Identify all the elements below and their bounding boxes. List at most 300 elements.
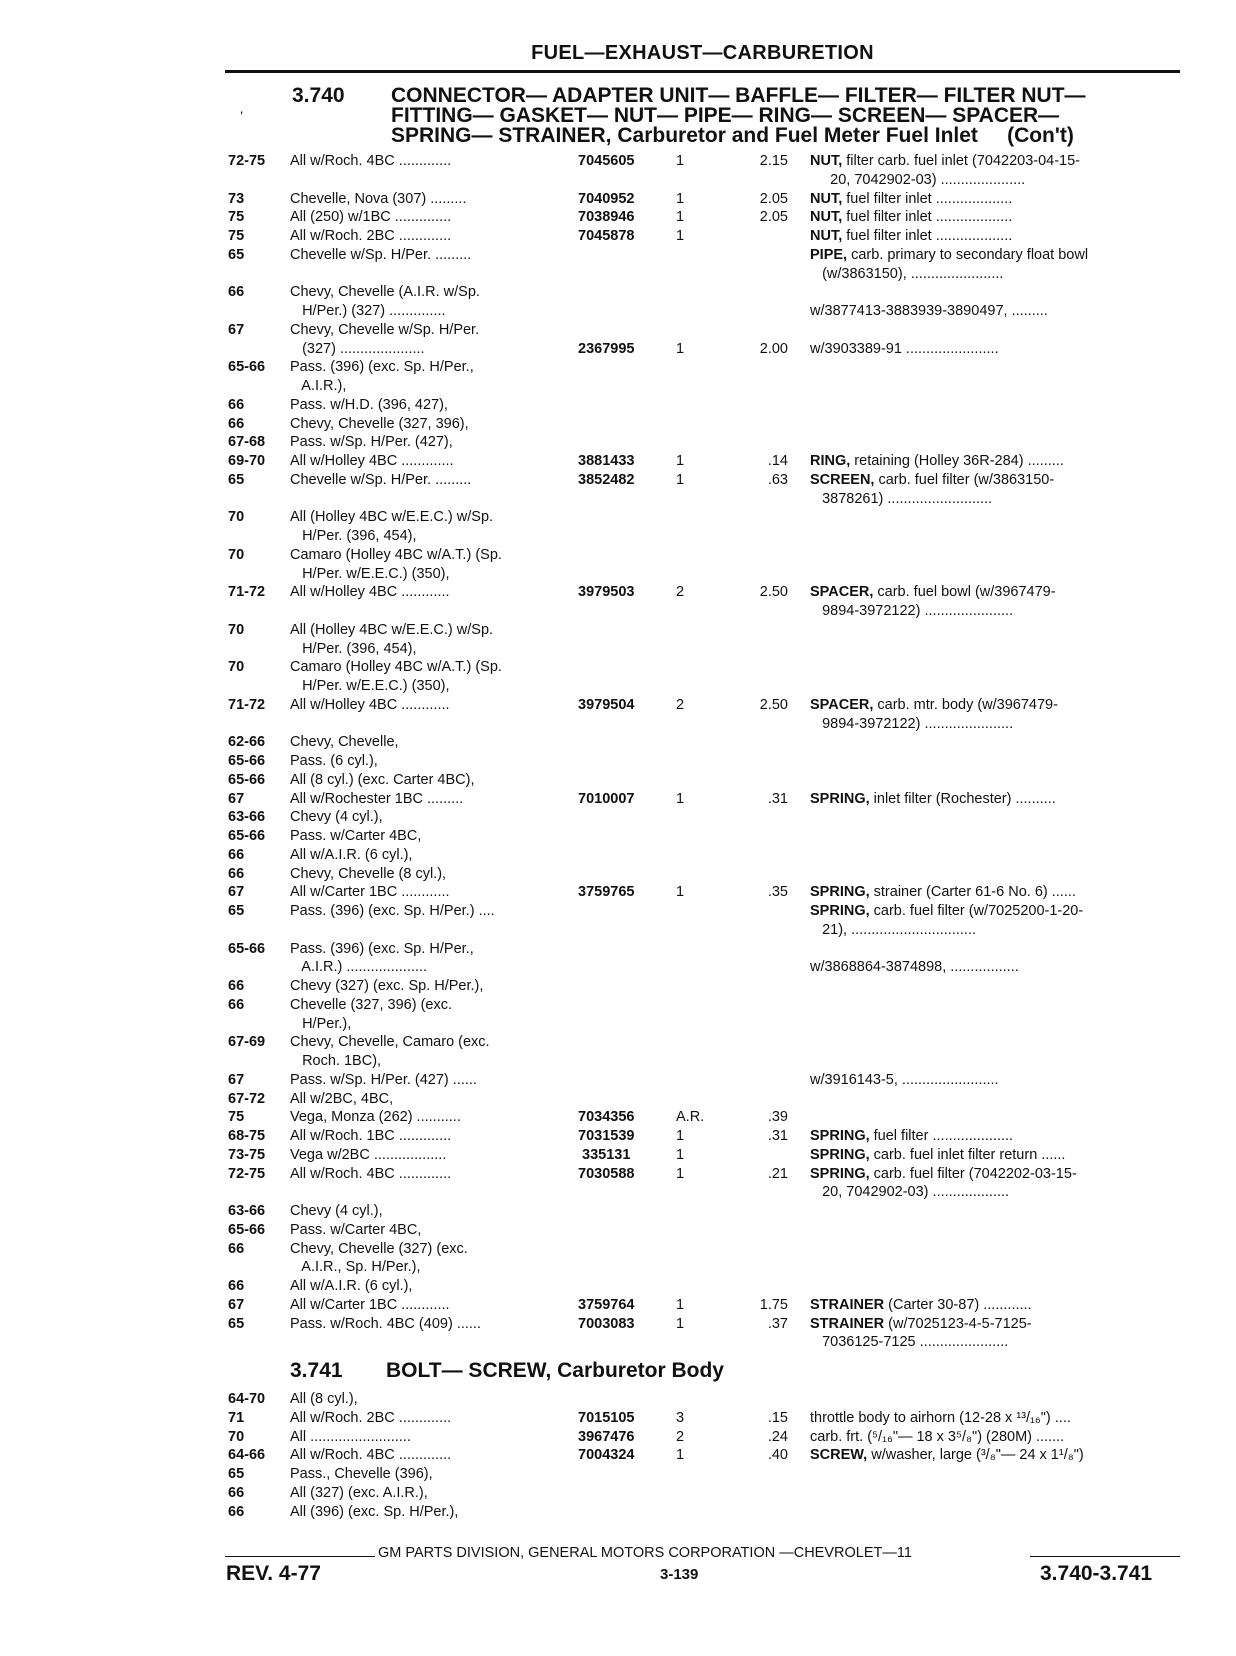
price-cell: 2.50 [759, 696, 788, 713]
part-name: SPRING, [810, 903, 870, 919]
model-year-cell: 75 [228, 209, 245, 226]
application-cell: Roch. 1BC), [290, 1053, 382, 1069]
application-cell: All w/Holley 4BC ............ [290, 696, 450, 713]
header-rule [225, 70, 1180, 73]
application-cell: All (8 cyl.), [290, 1391, 358, 1407]
quantity-cell: 1 [676, 228, 685, 244]
table-row [0, 1258, 1236, 1277]
footer-page-number: 3-139 [660, 1566, 699, 1583]
model-year-cell: 66 [228, 846, 245, 863]
description-cell [810, 1165, 1178, 1184]
table-row [0, 1033, 1236, 1052]
description-cell [810, 1428, 1178, 1447]
model-year-cell: 67 [228, 321, 245, 338]
price-cell: 2.00 [759, 340, 788, 357]
description-cell [810, 958, 1178, 977]
quantity-cell: 1 [676, 453, 685, 469]
table-row [0, 602, 1236, 621]
description-cell [810, 1127, 1178, 1146]
description-cell [810, 171, 1178, 190]
application-cell: All w/A.I.R. (6 cyl.), [290, 1278, 413, 1294]
description-text: (w/3863150), ....................... [810, 265, 1004, 282]
description-text: carb. frt. (⁵/₁₆"— 18 x 3⁵/₈") (280M) ....... [810, 1428, 1065, 1445]
description-cell [810, 152, 1178, 171]
model-year-cell: 66 [228, 1503, 245, 1520]
part-name: NUT, [810, 153, 843, 169]
table-row [0, 1202, 1236, 1221]
quantity-cell: 2 [676, 1428, 685, 1445]
price-cell: .39 [767, 1109, 788, 1126]
quantity-cell: A.R. [676, 1109, 704, 1126]
part-number-cell: 7031539 [578, 1128, 635, 1144]
table-row [0, 1333, 1236, 1352]
description-text: carb. fuel inlet filter return ...... [869, 1146, 1066, 1163]
part-name: SPRING, [810, 1146, 870, 1163]
description-text: w/3916143-5, ........................ [810, 1071, 999, 1088]
part-name: NUT, [810, 190, 843, 207]
model-year-cell: 67-69 [228, 1034, 266, 1051]
quantity-cell: 1 [676, 884, 685, 901]
model-year-cell: 63-66 [228, 809, 266, 826]
application-cell: Chevy, Chevelle w/Sp. H/Per. [290, 321, 480, 338]
part-number-cell: 3979503 [578, 584, 635, 601]
table-row [0, 1052, 1236, 1071]
part-number-cell: 7040952 [578, 190, 635, 207]
part-number-cell: 7045878 [578, 228, 635, 244]
model-year-cell: 65 [228, 471, 245, 488]
price-cell: .31 [767, 1128, 788, 1144]
description-text: carb. fuel filter (7042202-03-15- [869, 1165, 1077, 1182]
description-text: fuel filter inlet ................... [842, 228, 1013, 244]
table-row [0, 1277, 1236, 1296]
table-row [0, 302, 1236, 321]
table-row [0, 752, 1236, 771]
part-name: NUT, [810, 209, 843, 226]
part-name: SPRING, [810, 884, 870, 901]
quantity-cell: 1 [676, 340, 685, 357]
description-text: (Carter 30-87) ............ [884, 1296, 1032, 1313]
part-number-cell: 7038946 [578, 209, 635, 226]
part-number-cell: 7015105 [578, 1409, 635, 1426]
table-row [0, 1183, 1236, 1202]
quantity-cell: 1 [676, 1296, 685, 1313]
part-number-cell: 7034356 [578, 1109, 635, 1126]
footer-rule-right [1030, 1556, 1180, 1557]
model-year-cell: 66 [228, 415, 245, 432]
model-year-cell: 62-66 [228, 734, 266, 751]
application-cell: H/Per.) (327) .............. [290, 303, 446, 319]
model-year-cell: 72-75 [228, 153, 266, 169]
model-year-cell: 72-75 [228, 1165, 266, 1182]
description-cell [810, 490, 1178, 509]
application-cell: All (327) (exc. A.I.R.), [290, 1485, 428, 1501]
application-cell: Pass. w/H.D. (396, 427), [290, 396, 448, 413]
application-cell: Pass. w/Carter 4BC, [290, 828, 422, 844]
quantity-cell: 1 [676, 1315, 685, 1332]
model-year-cell: 66 [228, 396, 245, 413]
description-cell [810, 190, 1178, 209]
quantity-cell: 1 [676, 190, 685, 207]
quantity-cell: 2 [676, 584, 685, 601]
table-row [0, 433, 1236, 452]
model-year-cell: 65 [228, 1466, 245, 1483]
table-row [0, 1221, 1236, 1240]
price-cell: .40 [767, 1447, 788, 1464]
model-year-cell: 66 [228, 1278, 245, 1294]
table-row [0, 621, 1236, 640]
description-cell [810, 583, 1178, 602]
application-cell: Pass. (6 cyl.), [290, 753, 378, 769]
price-cell: 2.05 [759, 209, 788, 226]
price-cell: 2.15 [759, 153, 788, 169]
table-row [0, 1484, 1236, 1503]
application-cell: All (Holley 4BC w/E.E.C.) w/Sp. [290, 621, 494, 638]
description-text: filter carb. fuel inlet (7042203-04-15- [842, 153, 1081, 169]
model-year-cell: 75 [228, 1109, 245, 1126]
application-cell: Chevy, Chevelle (327, 396), [290, 415, 469, 432]
description-cell [810, 265, 1178, 284]
model-year-cell: 67 [228, 884, 245, 901]
table-row [0, 1390, 1236, 1409]
model-year-cell: 68-75 [228, 1128, 266, 1144]
description-cell [810, 602, 1178, 621]
application-cell: All (396) (exc. Sp. H/Per.), [290, 1503, 459, 1520]
quantity-cell: 1 [676, 209, 685, 226]
application-cell: All w/Rochester 1BC ......... [290, 790, 464, 807]
table-row [0, 1446, 1236, 1465]
description-text: fuel filter .................... [869, 1128, 1014, 1144]
part-number-cell: 7010007 [578, 790, 635, 807]
table-row [0, 527, 1236, 546]
table-row [0, 1071, 1236, 1090]
description-text: carb. fuel bowl (w/3967479- [873, 584, 1056, 601]
description-text: 9894-3972122) ...................... [810, 715, 1014, 732]
table-row [0, 921, 1236, 940]
description-text: carb. fuel filter (w/7025200-1-20- [869, 903, 1084, 919]
description-text: w/3868864-3874898, ................. [810, 959, 1019, 976]
table-row [0, 415, 1236, 434]
table-row [0, 190, 1236, 209]
application-cell: H/Per. (396, 454), [290, 640, 417, 657]
application-cell: All (8 cyl.) (exc. Carter 4BC), [290, 771, 475, 788]
model-year-cell: 67 [228, 1296, 245, 1313]
description-text: fuel filter inlet ................... [842, 209, 1013, 226]
part-name: SPACER, [810, 584, 874, 601]
quantity-cell: 1 [676, 1165, 685, 1182]
footer-revision: REV. 4-77 [226, 1562, 321, 1585]
part-number-cell: 3979504 [578, 696, 635, 713]
model-year-cell: 71-72 [228, 696, 266, 713]
description-cell [810, 471, 1178, 490]
part-name: SPRING, [810, 790, 870, 807]
quantity-cell: 1 [676, 790, 685, 807]
table-row [0, 1296, 1236, 1315]
quantity-cell: 3 [676, 1409, 685, 1426]
part-name: SPRING, [810, 1128, 870, 1144]
description-text: 21), ............................... [810, 921, 976, 938]
model-year-cell: 70 [228, 546, 245, 563]
application-cell: (327) ..................... [290, 340, 425, 357]
table-row [0, 340, 1236, 359]
table-row [0, 1015, 1236, 1034]
description-cell [810, 790, 1178, 809]
table-row [0, 1165, 1236, 1184]
table-row [0, 227, 1236, 246]
application-cell: All w/A.I.R. (6 cyl.), [290, 846, 413, 863]
page-header: FUEL—EXHAUST—CARBURETION [531, 42, 874, 64]
description-cell [810, 1315, 1178, 1334]
description-cell [810, 1146, 1178, 1165]
quantity-cell: 1 [676, 1128, 685, 1144]
part-name: STRAINER [810, 1315, 885, 1332]
section-number: 3.741 [290, 1359, 343, 1382]
part-number-cell: 7003083 [578, 1315, 635, 1332]
model-year-cell: 67 [228, 790, 245, 807]
application-cell: All w/Roch. 2BC ............. [290, 228, 452, 244]
description-cell [810, 1409, 1178, 1428]
table-row [0, 452, 1236, 471]
application-cell: All w/Roch. 4BC ............. [290, 1165, 452, 1182]
description-cell [810, 902, 1178, 921]
margin-tick-mark: ’ [240, 108, 244, 124]
application-cell: Chevy, Chevelle (8 cyl.), [290, 865, 447, 882]
description-text: fuel filter inlet ................... [842, 190, 1013, 207]
description-text: retaining (Holley 36R-284) ......... [850, 453, 1064, 469]
model-year-cell: 66 [228, 978, 245, 994]
table-row [0, 865, 1236, 884]
application-cell: H/Per. w/E.E.C.) (350), [290, 565, 450, 582]
application-cell: H/Per.), [290, 1015, 352, 1032]
footer-publisher: GM PARTS DIVISION, GENERAL MOTORS CORPORATION —CHEVROLET—11 [378, 1545, 912, 1561]
description-cell [810, 340, 1178, 359]
part-number-cell: 7004324 [578, 1447, 635, 1464]
part-number-cell: 3852482 [578, 471, 635, 488]
part-name: SCREEN, [810, 471, 875, 488]
table-row [0, 1240, 1236, 1259]
price-cell: .21 [767, 1165, 788, 1182]
model-year-cell: 65-66 [228, 359, 266, 376]
application-cell: Vega w/2BC .................. [290, 1146, 447, 1163]
part-name: PIPE, [810, 246, 848, 263]
description-text: carb. primary to secondary float bowl [847, 246, 1089, 263]
application-cell: Pass. w/Sp. H/Per. (427) ...... [290, 1071, 477, 1088]
description-cell [810, 1183, 1178, 1202]
description-cell [810, 208, 1178, 227]
price-cell: .15 [767, 1409, 788, 1426]
description-text: w/3903389-91 ....................... [810, 340, 999, 357]
application-cell: Pass. (396) (exc. Sp. H/Per., [290, 940, 474, 957]
description-text: inlet filter (Rochester) .......... [869, 790, 1056, 807]
model-year-cell: 70 [228, 621, 245, 638]
section-number: 3.740 [292, 84, 345, 107]
model-year-cell: 75 [228, 228, 245, 244]
application-cell: A.I.R., Sp. H/Per.), [290, 1259, 421, 1276]
description-text: w/washer, large (³/₈"— 24 x 1¹/₈") [867, 1447, 1084, 1464]
table-row [0, 658, 1236, 677]
part-name: NUT, [810, 228, 843, 244]
quantity-cell: 1 [676, 1146, 685, 1163]
application-cell: Pass. w/Carter 4BC, [290, 1221, 422, 1238]
table-row [0, 1428, 1236, 1447]
application-cell: All w/Carter 1BC ............ [290, 1296, 450, 1313]
part-number-cell: 7045605 [578, 153, 635, 169]
table-row [0, 471, 1236, 490]
application-cell: All w/Roch. 1BC ............. [290, 1128, 452, 1144]
application-cell: All w/Carter 1BC ............ [290, 884, 450, 901]
model-year-cell: 66 [228, 1485, 245, 1501]
model-year-cell: 66 [228, 996, 245, 1013]
footer-rule-left [225, 1556, 375, 1557]
table-row [0, 321, 1236, 340]
description-text: 20, 7042902-03) ..................... [810, 171, 1026, 188]
model-year-cell: 73-75 [228, 1146, 266, 1163]
table-row [0, 1465, 1236, 1484]
description-cell [810, 227, 1178, 246]
table-row [0, 1090, 1236, 1109]
table-row [0, 940, 1236, 959]
model-year-cell: 70 [228, 1428, 245, 1445]
table-row [0, 1127, 1236, 1146]
model-year-cell: 63-66 [228, 1203, 266, 1219]
model-year-cell: 73 [228, 190, 245, 207]
table-row [0, 396, 1236, 415]
section-title: BOLT— SCREW, Carburetor Body [386, 1359, 724, 1382]
model-year-cell: 65 [228, 246, 245, 263]
table-row [0, 1503, 1236, 1522]
application-cell: A.I.R.) .................... [290, 959, 427, 976]
table-row [0, 715, 1236, 734]
part-number-cell: 335131 [578, 1146, 631, 1163]
quantity-cell: 1 [676, 153, 685, 169]
table-row [0, 152, 1236, 171]
description-text: (w/7025123-4-5-7125- [884, 1315, 1032, 1332]
application-cell: Chevelle w/Sp. H/Per. ......... [290, 246, 472, 263]
model-year-cell: 65 [228, 1315, 245, 1332]
description-cell [810, 302, 1178, 321]
description-cell [810, 246, 1178, 265]
description-text: 7036125-7125 ...................... [810, 1334, 1009, 1351]
model-year-cell: 70 [228, 659, 245, 676]
model-year-cell: 67-72 [228, 1090, 266, 1107]
application-cell: Camaro (Holley 4BC w/A.T.) (Sp. [290, 546, 502, 563]
table-row [0, 733, 1236, 752]
table-row [0, 171, 1236, 190]
quantity-cell: 1 [676, 1447, 685, 1464]
application-cell: Chevy (327) (exc. Sp. H/Per.), [290, 978, 484, 994]
model-year-cell: 66 [228, 1240, 245, 1257]
application-cell: Pass. (396) (exc. Sp. H/Per., [290, 359, 474, 376]
quantity-cell: 1 [676, 471, 685, 488]
table-row [0, 265, 1236, 284]
price-cell: .14 [767, 453, 788, 469]
table-row [0, 696, 1236, 715]
model-year-cell: 67 [228, 1071, 245, 1088]
application-cell: Vega, Monza (262) ........... [290, 1109, 461, 1126]
description-text: carb. fuel filter (w/3863150- [874, 471, 1055, 488]
description-text: strainer (Carter 61-6 No. 6) ...... [869, 884, 1076, 901]
section-title-line-3: SPRING— STRAINER, Carburetor and Fuel Meter Fuel Inlet (Con't) [391, 124, 1074, 147]
application-cell: Chevy, Chevelle (327) (exc. [290, 1240, 468, 1257]
part-number-cell: 3881433 [578, 453, 635, 469]
price-cell: 2.05 [759, 190, 788, 207]
part-number-cell: 7030588 [578, 1165, 635, 1182]
application-cell: Chevelle (327, 396) (exc. [290, 996, 452, 1013]
model-year-cell: 65-66 [228, 753, 266, 769]
application-cell: All w/2BC, 4BC, [290, 1090, 394, 1107]
part-number-cell: 3759765 [578, 884, 635, 901]
table-row [0, 1146, 1236, 1165]
price-cell: 1.75 [759, 1296, 788, 1313]
table-row [0, 246, 1236, 265]
application-cell: Pass. w/Roch. 4BC (409) ...... [290, 1315, 481, 1332]
table-row [0, 546, 1236, 565]
application-cell: Pass. (396) (exc. Sp. H/Per.) .... [290, 903, 495, 919]
table-row [0, 790, 1236, 809]
part-name: SPACER, [810, 696, 874, 713]
description-text: 9894-3972122) ...................... [810, 603, 1014, 619]
part-name: RING, [810, 453, 851, 469]
model-year-cell: 69-70 [228, 453, 266, 469]
table-row [0, 490, 1236, 509]
model-year-cell: 66 [228, 865, 245, 882]
description-cell [810, 715, 1178, 734]
price-cell: .37 [767, 1315, 788, 1332]
part-number-cell: 3759764 [578, 1296, 635, 1313]
description-cell [810, 921, 1178, 940]
application-cell: Pass., Chevelle (396), [290, 1466, 433, 1483]
description-text: 3878261) .......................... [810, 490, 993, 507]
price-cell: .31 [767, 790, 788, 807]
application-cell: All w/Holley 4BC ............. [290, 453, 454, 469]
table-row [0, 1409, 1236, 1428]
description-cell [810, 1071, 1178, 1090]
table-row [0, 1108, 1236, 1127]
application-cell: Pass. w/Sp. H/Per. (427), [290, 434, 453, 451]
footer-section-range: 3.740-3.741 [1040, 1562, 1153, 1585]
application-cell: Chevelle, Nova (307) ......... [290, 190, 467, 207]
table-row [0, 583, 1236, 602]
description-text: w/3877413-3883939-3890497, ......... [810, 303, 1048, 319]
section-title-line-2: FITTING— GASKET— NUT— PIPE— RING— SCREEN— SPACER— [391, 104, 1060, 127]
description-text: 20, 7042902-03) ................... [810, 1184, 1010, 1201]
table-row [0, 977, 1236, 996]
model-year-cell: 71-72 [228, 584, 266, 601]
description-cell [810, 1296, 1178, 1315]
description-cell [810, 1446, 1178, 1465]
description-cell [810, 1333, 1178, 1352]
model-year-cell: 70 [228, 509, 245, 526]
description-text: throttle body to airhorn (12-28 x ¹³/₁₆") .... [810, 1409, 1071, 1426]
part-name: SCREW, [810, 1447, 868, 1464]
model-year-cell: 64-70 [228, 1391, 266, 1407]
application-cell: All w/Holley 4BC ............ [290, 584, 450, 601]
model-year-cell: 65 [228, 903, 245, 919]
part-name: SPRING, [810, 1165, 870, 1182]
application-cell: H/Per. w/E.E.C.) (350), [290, 678, 450, 694]
table-row [0, 377, 1236, 396]
model-year-cell: 65-66 [228, 940, 266, 957]
description-text: carb. mtr. body (w/3967479- [873, 696, 1058, 713]
part-number-cell: 2367995 [578, 340, 635, 357]
table-row [0, 208, 1236, 227]
price-cell: 2.50 [759, 584, 788, 601]
model-year-cell: 65-66 [228, 1221, 266, 1238]
price-cell: .63 [767, 471, 788, 488]
application-cell: All (Holley 4BC w/E.E.C.) w/Sp. [290, 509, 494, 526]
table-row [0, 358, 1236, 377]
table-row [0, 640, 1236, 659]
table-row [0, 846, 1236, 865]
